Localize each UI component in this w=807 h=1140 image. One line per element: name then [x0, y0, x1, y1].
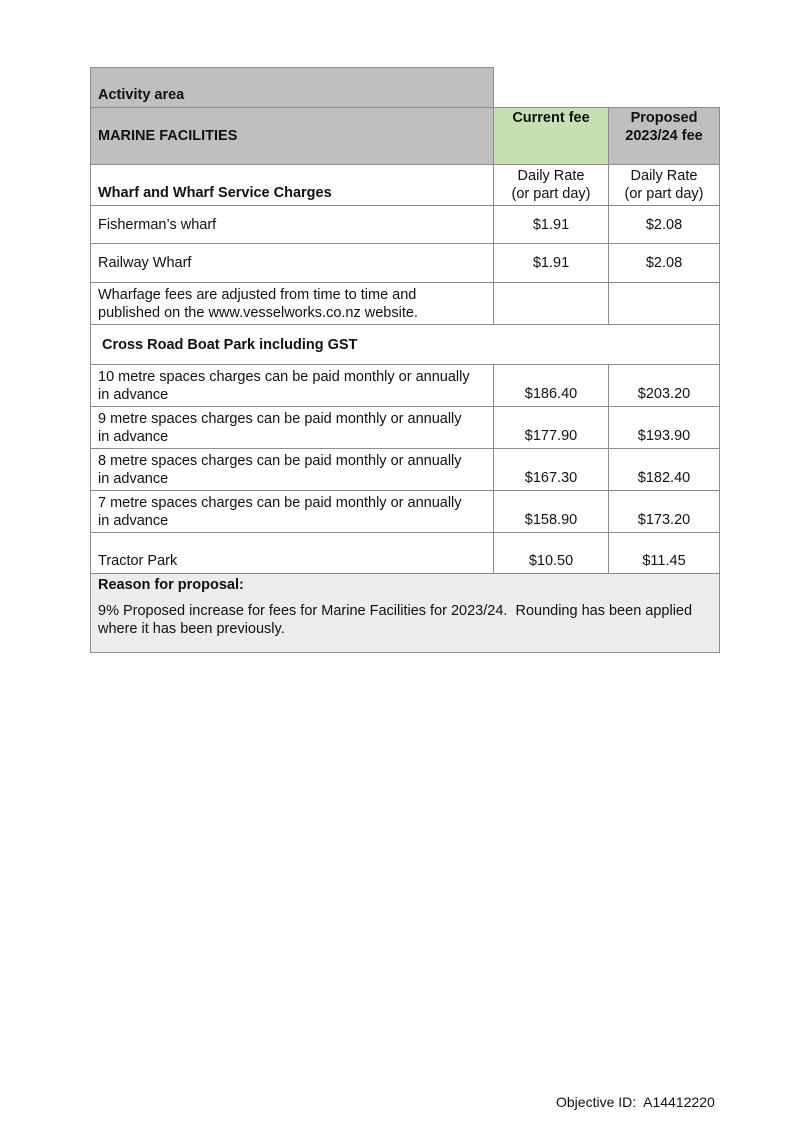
table-row [91, 244, 720, 283]
row-proposed-fee: $2.08 [609, 244, 720, 283]
table-row [91, 449, 720, 491]
current-rate-unit-line2: (or part day) [511, 186, 591, 202]
proposed-rate-unit-line2: (or part day) [624, 186, 704, 202]
proposed-rate-unit [609, 165, 720, 206]
proposed-fee-header-line1: Proposed [630, 110, 698, 126]
proposed-fee-header [609, 108, 720, 165]
row-description-line1: 10 metre spaces charges can be paid monthly or annually [98, 368, 470, 385]
row-current-fee: $158.90 [494, 491, 609, 533]
reason-cell [91, 574, 720, 653]
row-current-fee: $186.40 [494, 365, 609, 407]
section-label: MARINE FACILITIES [91, 108, 494, 165]
wharfage-note [91, 283, 494, 325]
row-description [91, 407, 494, 449]
proposed-fee-header-line2: 2023/24 fee [625, 128, 703, 144]
fee-table [90, 67, 720, 653]
row-current-fee: $1.91 [494, 206, 609, 244]
row-description [91, 449, 494, 491]
objective-id: Objective ID: A14412220 [556, 1094, 715, 1110]
row-proposed-fee: $173.20 [609, 491, 720, 533]
activity-area-row [91, 68, 720, 108]
row-description-line2: in advance [98, 470, 169, 487]
current-fee-header-text: Current fee [512, 110, 590, 126]
row-description: Fisherman’s wharf [91, 206, 494, 244]
wharf-heading-row [91, 165, 720, 206]
activity-area-label: Activity area [91, 68, 494, 108]
wharfage-note-line1: Wharfage fees are adjusted from time to time and [98, 286, 417, 303]
empty-cell [609, 283, 720, 325]
row-proposed-fee: $2.08 [609, 206, 720, 244]
wharf-heading: Wharf and Wharf Service Charges [91, 165, 494, 206]
row-current-fee: $10.50 [494, 533, 609, 574]
blank-corner [494, 68, 720, 108]
row-current-fee: $1.91 [494, 244, 609, 283]
row-proposed-fee: $203.20 [609, 365, 720, 407]
row-description-line2: in advance [98, 428, 169, 445]
current-rate-unit-line1: Daily Rate [517, 168, 585, 184]
table-row [91, 407, 720, 449]
reason-text-line2: where it has been previously. [98, 621, 285, 637]
table-row [91, 533, 720, 574]
row-proposed-fee: $193.90 [609, 407, 720, 449]
wharfage-note-row [91, 283, 720, 325]
row-description [91, 491, 494, 533]
table-row [91, 491, 720, 533]
row-description: Railway Wharf [91, 244, 494, 283]
row-description-line1: 9 metre spaces charges can be paid monthly or annually [98, 410, 462, 427]
row-description-line1: 8 metre spaces charges can be paid monthly or annually [98, 452, 462, 469]
row-proposed-fee: $11.45 [609, 533, 720, 574]
boat-park-heading-row [91, 325, 720, 365]
table-row [91, 365, 720, 407]
row-description [91, 365, 494, 407]
row-current-fee: $167.30 [494, 449, 609, 491]
row-description-line1: 7 metre spaces charges can be paid monthly or annually [98, 494, 462, 511]
reason-row [91, 574, 720, 653]
proposed-rate-unit-line1: Daily Rate [630, 168, 698, 184]
row-description-line2: in advance [98, 386, 169, 403]
reason-text [98, 602, 712, 638]
row-current-fee: $177.90 [494, 407, 609, 449]
row-description: Tractor Park [91, 533, 494, 574]
row-description-line2: in advance [98, 512, 169, 529]
section-header-row [91, 108, 720, 165]
reason-title: Reason for proposal: [98, 577, 244, 593]
row-proposed-fee: $182.40 [609, 449, 720, 491]
wharfage-note-line2: published on the www.vesselworks.co.nz website. [98, 304, 418, 321]
boat-park-heading: Cross Road Boat Park including GST [91, 325, 720, 365]
current-rate-unit [494, 165, 609, 206]
table-row [91, 206, 720, 244]
current-fee-header [494, 108, 609, 165]
reason-text-line1: 9% Proposed increase for fees for Marine Facilities for 2023/24. Rounding has been applied [98, 603, 693, 619]
empty-cell [494, 283, 609, 325]
